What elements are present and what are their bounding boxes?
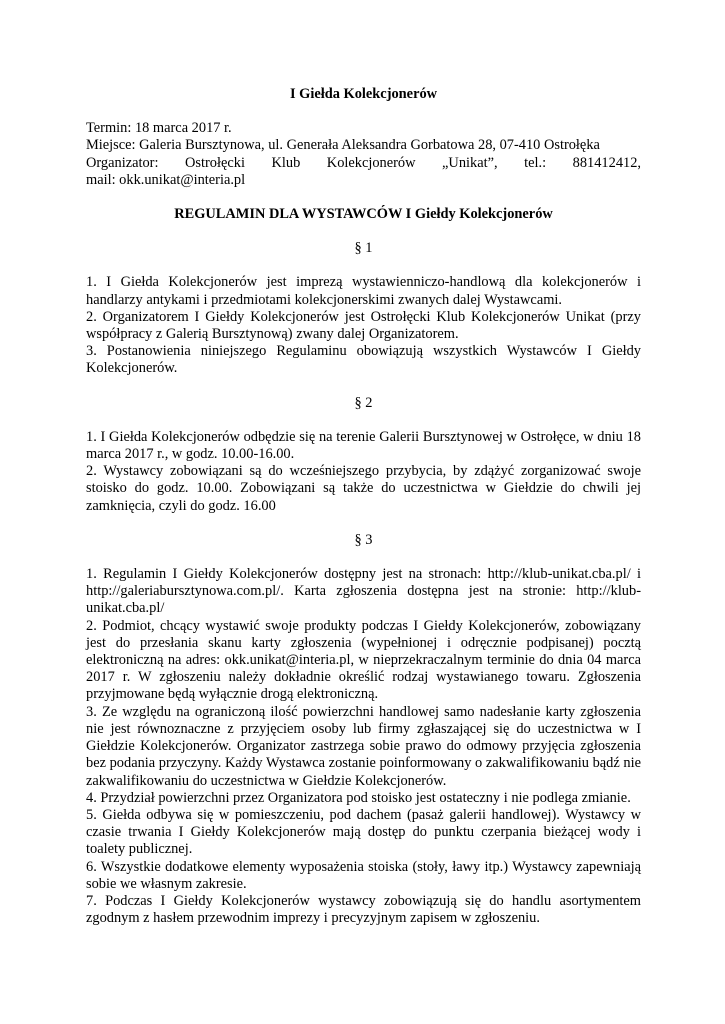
- section-mark-1: § 1: [354, 240, 373, 257]
- document-page: [86, 86, 641, 927]
- paragraph: 2. Podmiot, chcący wystawić swoje produkty podczas I Giełdy Kolekcjonerów, zobowiązany jest do przesłania skanu karty zgłoszenia (wypełnionej i odręcznie podpisanej) pocztą elektroniczną na adres: okk.unikat@interia.pl, w nieprzekraczalnym terminie do dnia 04 marca 2017 r. W zgłoszeniu należy dokładnie określić rodzaj wystawianego towaru. Zgłoszenia przyjmowane będą wyłącznie drogą elektroniczną.: [86, 617, 641, 703]
- paragraph: 1. I Giełda Kolekcjonerów jest imprezą wystawienniczo-handlową dla kolekcjonerów i handlarzy antykami i przedmiotami kolekcjonerskimi zwanych dalej Wystawcami.: [86, 274, 641, 308]
- paragraph: 4. Przydział powierzchni przez Organizatora pod stoisko jest ostateczny i nie podlega zmianie.: [86, 789, 631, 806]
- paragraph: 3. Ze względu na ograniczoną ilość powierzchni handlowej samo nadesłanie karty zgłoszenia nie jest równoznaczne z przyjęciem osoby lub firmy zgłaszającej się do uczestnictwa w I Giełdzie Kolekcjonerów. Organizator zastrzega sobie prawo do odmowy przyjęcia zgłoszenia bez podania przyczyny. Każdy Wystawca zostanie poinformowany o zakwalifikowaniu bądź nie zakwalifikowaniu do uczestnictwa w Giełdzie Kolekcjonerów.: [86, 703, 641, 789]
- paragraph: 3. Postanowienia niniejszego Regulaminu obowiązują wszystkich Wystawców I Giełdy Kolekcjonerów.: [86, 343, 641, 377]
- section-1: [86, 274, 641, 377]
- mail-line: mail: okk.unikat@interia.pl: [86, 171, 246, 188]
- regulations-heading: REGULAMIN DLA WYSTAWCÓW I Giełdy Kolekcjonerów: [174, 206, 553, 223]
- date-line: Termin: 18 marca 2017 r.: [86, 120, 232, 137]
- event-meta: [86, 120, 641, 189]
- organizer-line: Organizator: Ostrołęcki Klub Kolekcjonerów „Unikat”, tel.: 881412412,: [86, 154, 641, 171]
- paragraph: 1. I Giełda Kolekcjonerów odbędzie się na terenie Galerii Bursztynowej w Ostrołęce, w dniu 18 marca 2017 r., w godz. 10.00-16.00.: [86, 428, 641, 463]
- place-line: Miejsce: Galeria Bursztynowa, ul. Generała Aleksandra Gorbatowa 28, 07-410 Ostrołęka: [86, 137, 600, 154]
- document-title: I Giełda Kolekcjonerów: [289, 86, 438, 102]
- section-3: [86, 566, 641, 927]
- paragraph: 5. Giełda odbywa się w pomieszczeniu, pod dachem (pasaż galerii handlowej). Wystawcy w czasie trwania I Giełdy Kolekcjonerów mają dostęp do punktu czerpania bieżącej wody i toalety publicznej.: [86, 806, 641, 858]
- paragraph: 1. Regulamin I Giełdy Kolekcjonerów dostępny jest na stronach: http://klub-unikat.cba.pl/ i http://galeriabursztynowa.com.pl/. Karta zgłoszenia dostępna jest na stronie: http://klub-unikat.cba.pl/: [86, 566, 641, 617]
- paragraph: 6. Wszystkie dodatkowe elementy wyposażenia stoiska (stoły, ławy itp.) Wystawcy zapewniają sobie we własnym zakresie.: [86, 858, 641, 892]
- section-mark-3: § 3: [354, 531, 373, 548]
- paragraph: 7. Podczas I Giełdy Kolekcjonerów wystawcy zobowiązują się do handlu asortymentem zgodnym z hasłem przewodnim imprezy i precyzyjnym zapisem w zgłoszeniu.: [86, 892, 641, 927]
- section-mark-2: § 2: [354, 394, 373, 411]
- section-2: [86, 429, 641, 515]
- paragraph: 2. Organizatorem I Giełdy Kolekcjonerów jest Ostrołęcki Klub Kolekcjonerów Unikat (przy współpracy z Galerią Bursztynową) zwany dalej Organizatorem.: [86, 308, 641, 343]
- paragraph: 2. Wystawcy zobowiązani są do wcześniejszego przybycia, by zdążyć zorganizować swoje stoisko do godz. 10.00. Zobowiązani są także do uczestnictwa w Giełdzie do chwili jej zamknięcia, czyli do godz. 16.00: [86, 463, 641, 514]
